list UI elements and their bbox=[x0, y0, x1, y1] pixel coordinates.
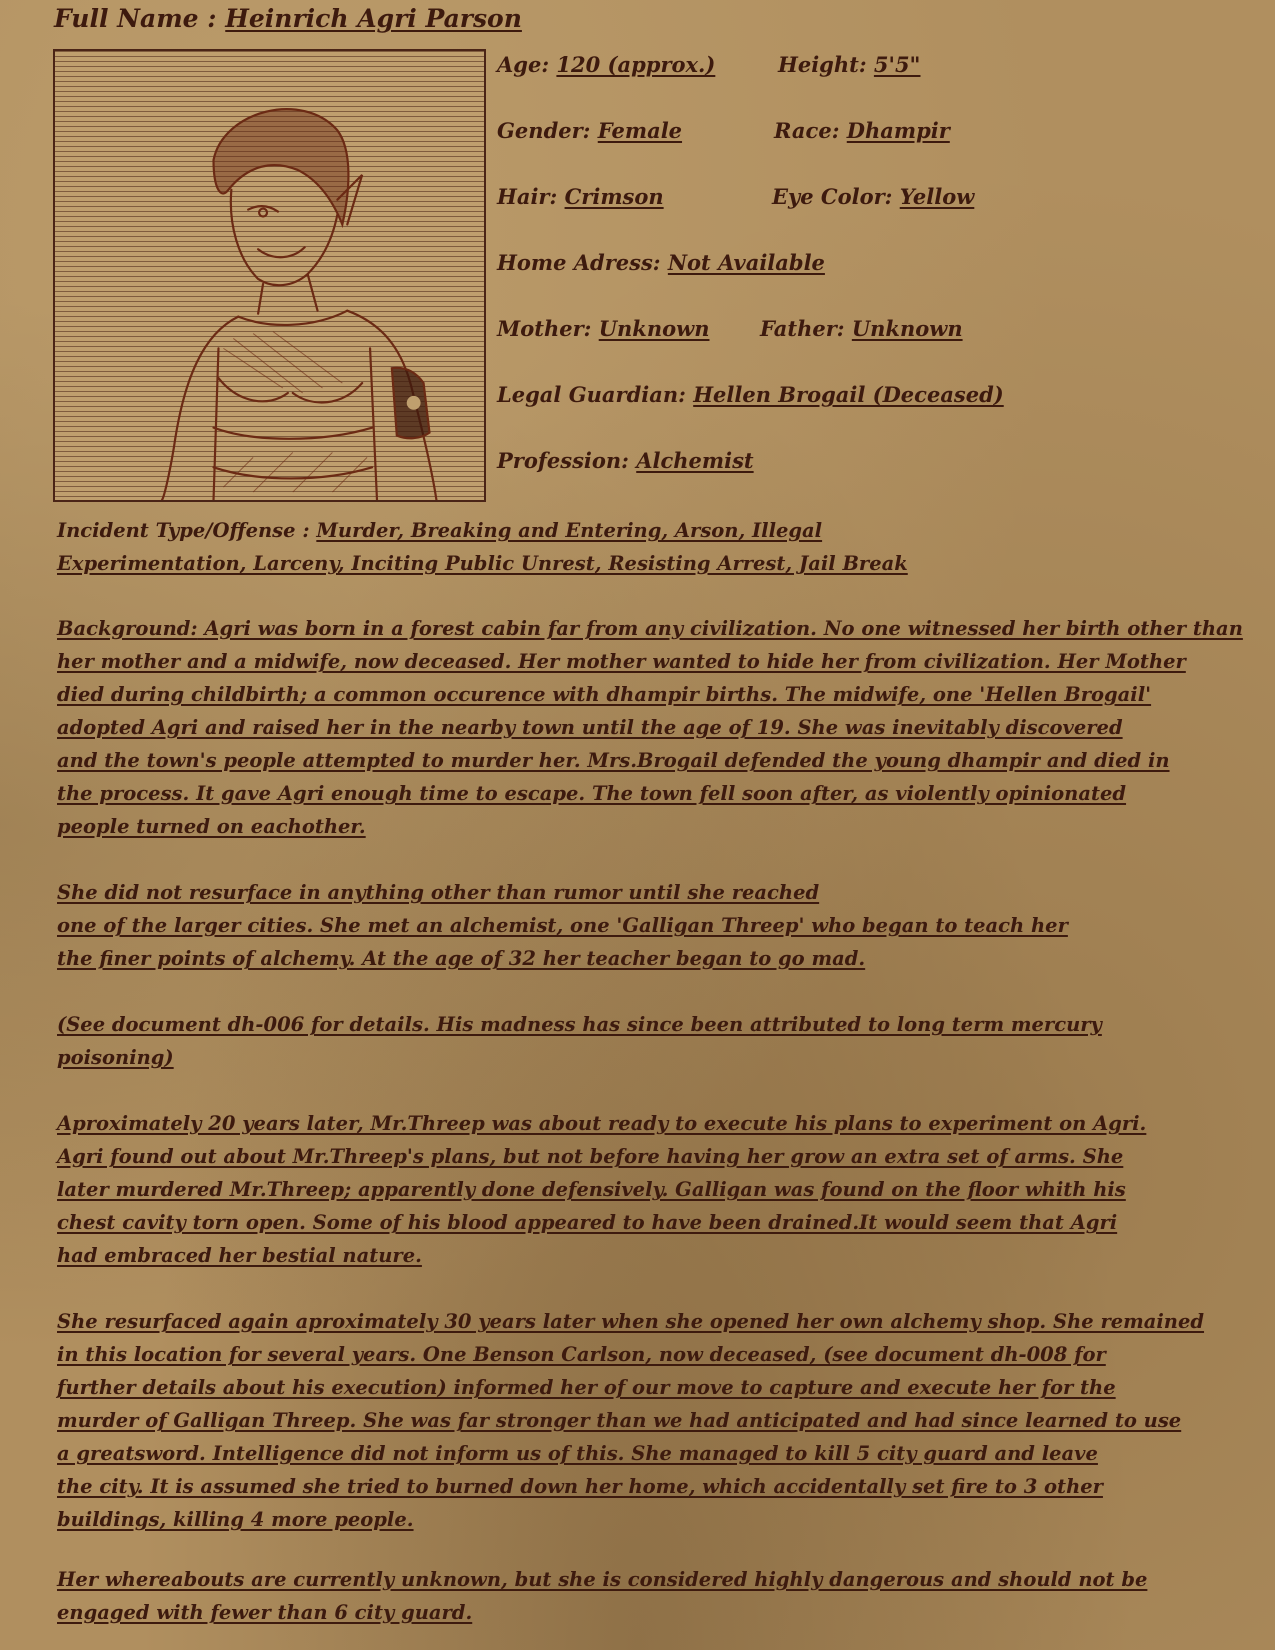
eye-color-field bbox=[772, 184, 974, 209]
background-line: further details about his execution) informed her of our move to capture and execute her for the bbox=[57, 1376, 1116, 1399]
background-line: died during childbirth; a common occurence with dhampir births. The midwife, one 'Hellen Brogail' bbox=[57, 683, 1152, 706]
profession-field bbox=[497, 448, 754, 473]
background-line: one of the larger cities. She met an alchemist, one 'Galligan Threep' who began to teach her bbox=[57, 914, 1068, 937]
background-line: later murdered Mr.Threep; apparently done defensively. Galligan was found on the floor whith his bbox=[57, 1178, 1126, 1201]
race-value: Dhampir bbox=[846, 118, 950, 143]
height-value: 5'5" bbox=[873, 52, 921, 77]
home-address-field bbox=[497, 250, 825, 275]
home-address-label: Home Adress: bbox=[497, 250, 661, 275]
hair-value: Crimson bbox=[564, 184, 664, 209]
legal-guardian-value: Hellen Brogail (Deceased) bbox=[693, 382, 1004, 407]
background-line: (See document dh-006 for details. His madness has since been attributed to long term mercury bbox=[57, 1013, 1102, 1036]
background-line: in this location for several years. One Benson Carlson, now deceased, (see document dh-008 for bbox=[57, 1343, 1106, 1366]
height-field bbox=[778, 52, 921, 77]
background-line: poisoning) bbox=[57, 1046, 174, 1069]
background-line: chest cavity torn open. Some of his blood appeared to have been drained.It would seem that Agri bbox=[57, 1211, 1118, 1234]
background-line: buildings, killing 4 more people. bbox=[57, 1508, 414, 1531]
background-label: Background: bbox=[57, 617, 198, 640]
legal-guardian-field bbox=[497, 382, 1004, 407]
hair-field bbox=[497, 184, 664, 209]
portrait-figure bbox=[55, 51, 484, 500]
background-line: She resurfaced again aproximately 30 years later when she opened her own alchemy shop. She remained bbox=[57, 1310, 1205, 1333]
incident-line-1 bbox=[57, 514, 908, 547]
background-paragraph-1 bbox=[57, 612, 1243, 843]
background-paragraph-6 bbox=[57, 1563, 1147, 1629]
background-paragraph-2 bbox=[57, 876, 1068, 975]
profession-value: Alchemist bbox=[636, 448, 754, 473]
mother-field bbox=[497, 316, 709, 341]
portrait-sketch bbox=[53, 49, 486, 502]
mother-value: Unknown bbox=[598, 316, 710, 341]
age-field bbox=[497, 52, 715, 77]
age-label: Age: bbox=[497, 52, 550, 77]
background-paragraph-5 bbox=[57, 1305, 1204, 1536]
eye-color-label: Eye Color: bbox=[772, 184, 893, 209]
race-field bbox=[774, 118, 950, 143]
mother-label: Mother: bbox=[497, 316, 592, 341]
home-address-value: Not Available bbox=[667, 250, 825, 275]
background-line: had embraced her bestial nature. bbox=[57, 1244, 422, 1267]
background-line: engaged with fewer than 6 city guard. bbox=[57, 1601, 473, 1624]
profession-label: Profession: bbox=[497, 448, 629, 473]
gender-label: Gender: bbox=[497, 118, 591, 143]
race-label: Race: bbox=[774, 118, 840, 143]
background-line: a greatsword. Intelligence did not inform us of this. She managed to kill 5 city guard and leave bbox=[57, 1442, 1098, 1465]
incident-offenses-2: Experimentation, Larceny, Inciting Public Unrest, Resisting Arrest, Jail Break bbox=[57, 552, 908, 575]
background-line: the finer points of alchemy. At the age of 32 her teacher began to go mad. bbox=[57, 947, 866, 970]
father-label: Father: bbox=[760, 316, 845, 341]
background-text: Agri was born in a forest cabin far from any civilization. No one witnessed her birth other than bbox=[204, 617, 1243, 640]
background-line: murder of Galligan Threep. She was far stronger than we had anticipated and had since learned to use bbox=[57, 1409, 1182, 1432]
background-line: the process. It gave Agri enough time to escape. The town fell soon after, as violently opinionated bbox=[57, 782, 1127, 805]
background-line: her mother and a midwife, now deceased. Her mother wanted to hide her from civilization. Her Mother bbox=[57, 650, 1186, 673]
incident-label: Incident Type/Offense : bbox=[57, 519, 310, 542]
incident-offenses-1: Murder, Breaking and Entering, Arson, Illegal bbox=[316, 519, 823, 542]
father-field bbox=[760, 316, 963, 341]
height-label: Height: bbox=[778, 52, 867, 77]
gender-field bbox=[497, 118, 682, 143]
background-paragraph-3 bbox=[57, 1008, 1102, 1074]
father-value: Unknown bbox=[851, 316, 963, 341]
background-line: Agri found out about Mr.Threep's plans, but not before having her grow an extra set of arms. She bbox=[57, 1145, 1124, 1168]
full-name-value: Heinrich Agri Parson bbox=[225, 4, 522, 33]
age-value: 120 (approx.) bbox=[556, 52, 716, 77]
hair-label: Hair: bbox=[497, 184, 558, 209]
full-name-label: Full Name : bbox=[54, 4, 217, 33]
background-line bbox=[57, 612, 1243, 645]
incident-section bbox=[57, 514, 908, 580]
background-line: adopted Agri and raised her in the nearby town until the age of 19. She was inevitably discovered bbox=[57, 716, 1123, 739]
background-line: and the town's people attempted to murder her. Mrs.Brogail defended the young dhampir and died in bbox=[57, 749, 1170, 772]
background-line: Aproximately 20 years later, Mr.Threep was about ready to execute his plans to experiment on Agri. bbox=[57, 1112, 1147, 1135]
gender-value: Female bbox=[597, 118, 683, 143]
eye-color-value: Yellow bbox=[899, 184, 975, 209]
background-line: people turned on eachother. bbox=[57, 815, 366, 838]
full-name-row bbox=[54, 4, 522, 33]
background-line: She did not resurface in anything other than rumor until she reached bbox=[57, 881, 820, 904]
background-line: the city. It is assumed she tried to burned down her home, which accidentally set fire to 3 other bbox=[57, 1475, 1103, 1498]
legal-guardian-label: Legal Guardian: bbox=[497, 382, 686, 407]
background-line: Her whereabouts are currently unknown, but she is considered highly dangerous and should not be bbox=[57, 1568, 1148, 1591]
background-paragraph-4 bbox=[57, 1107, 1146, 1272]
